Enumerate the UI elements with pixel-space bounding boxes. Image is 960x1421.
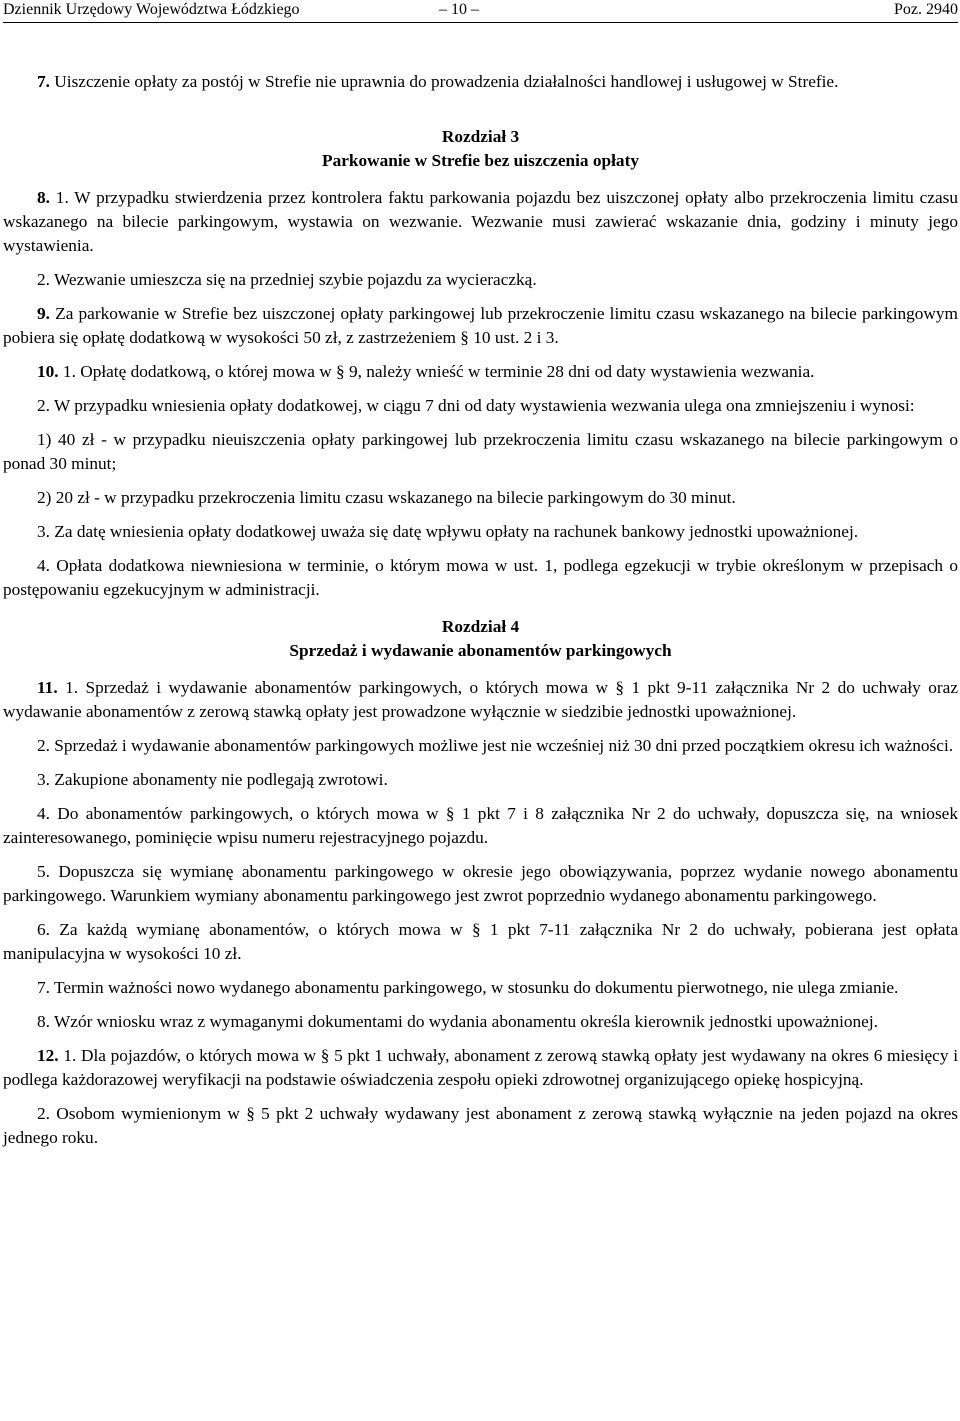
paragraph-10-2: 2. W przypadku wniesienia opłaty dodatkowej, w ciągu 7 dni od daty wystawienia wezwania ulega ona zmniejszeniu i wynosi: [37,396,915,415]
list-item-10-2-1: 1) 40 zł - w przypadku nieuiszczenia opłaty parkingowej lub przekroczenia limitu czasu wskazanego na bilecie parkingowym o ponad 30 minut; [3,430,958,473]
paragraph-9 [3,302,958,350]
paragraph-8-1 [3,186,958,258]
paragraph-text: 1. Sprzedaż i wydawanie abonamentów parkingowych, o których mowa w § 1 pkt 9-11 załącznika Nr 2 do uchwały oraz wydawanie abonamentów z zerową stawką opłaty jest prowadzone wyłącznie w siedzibie jednostki upoważnionej. [3,678,958,721]
paragraph-11-8: 8. Wzór wniosku wraz z wymaganymi dokumentami do wydania abonamentu określa kierownik jednostki upoważnionej. [37,1012,878,1031]
paragraph-text: Za parkowanie w Strefie bez uiszczonej opłaty parkingowej lub przekroczenie limitu czasu wskazanego na bilecie parkingowym pobiera się opłatę dodatkową w wysokości 50 zł, z zastrzeżeniem § 10 ust. 2 i 3. [3,304,958,347]
section-number: 9. [37,304,50,323]
paragraph-11-6: 6. Za każdą wymianę abonamentów, o których mowa w § 1 pkt 7-11 załącznika Nr 2 do uchwały, pobierana jest opłata manipulacyjna w wysokości 10 zł. [3,920,958,963]
chapter-4-subtitle: Sprzedaż i wydawanie abonamentów parkingowych [289,641,672,660]
paragraph-12-2: 2. Osobom wymienionym w § 5 pkt 2 uchwały wydawany jest abonament z zerową stawką wyłącznie na jeden pojazd na okres jednego roku. [3,1104,958,1147]
paragraph-11-3: 3. Zakupione abonamenty nie podlegają zwrotowi. [37,770,388,789]
paragraph-text: 1. W przypadku stwierdzenia przez kontrolera faktu parkowania pojazdu bez uiszczonej opłaty albo przekroczenia limitu czasu wskazanego na bilecie parkingowym, wystawia on wezwanie. Wezwanie musi zawierać wskazanie dnia, godziny i minuty jego wystawienia. [3,188,958,255]
chapter-4-title: Rozdział 4 [441,617,520,636]
paragraph-8-2: 2. Wezwanie umieszcza się na przedniej szybie pojazdu za wycieraczką. [37,270,537,289]
page-number: – 10 – [439,1,479,18]
chapter-3-title: Rozdział 3 [441,127,520,146]
paragraph-11-4: 4. Do abonamentów parkingowych, o których mowa w § 1 pkt 7 i 8 załącznika Nr 2 do uchwały, dopuszcza się, na wniosek zainteresowanego, pominięcie wpisu numeru rejestracyjnego pojazdu. [3,804,958,847]
paragraph-11-5: 5. Dopuszcza się wymianę abonamentu parkingowego w okresie jego obowiązywania, poprzez wydanie nowego abonamentu parkingowego. Warunkiem wymiany abonamentu parkingowego jest zwrot poprzednio wydanego abonamentu parkingowego. [3,862,958,905]
paragraph-10-3: 3. Za datę wniesienia opłaty dodatkowej uważa się datę wpływu opłaty na rachunek bankowy jednostki upoważnionej. [37,522,859,541]
section-number: 10. [37,362,59,381]
section-number: 12. [37,1046,59,1065]
position-number: Poz. 2940 [894,1,958,18]
paragraph-11-2: 2. Sprzedaż i wydawanie abonamentów parkingowych możliwe jest nie wcześniej niż 30 dni przed początkiem okresu ich ważności. [37,736,954,755]
paragraph-10-4: 4. Opłata dodatkowa niewniesiona w terminie, o którym mowa w ust. 1, podlega egzekucji w trybie określonym w przepisach o postępowaniu egzekucyjnym w administracji. [3,556,958,599]
paragraph-text: 1. Opłatę dodatkową, o której mowa w § 9, należy wnieść w terminie 28 dni od daty wystawienia wezwania. [58,362,815,381]
chapter-3-subtitle: Parkowanie w Strefie bez uiszczenia opłaty [322,151,639,170]
page-header [3,0,958,23]
section-number: 11. [37,678,58,697]
paragraph-10-1 [3,360,958,384]
paragraph-11-7: 7. Termin ważności nowo wydanego abonamentu parkingowego, w stosunku do dokumentu pierwotnego, nie ulega zmianie. [37,978,899,997]
paragraph-7 [3,70,958,94]
journal-title: Dziennik Urzędowy Województwa Łódzkiego [3,1,300,18]
list-item-10-2-2: 2) 20 zł - w przypadku przekroczenia limitu czasu wskazanego na bilecie parkingowym do 30 minut. [37,488,736,507]
paragraph-text: Uiszczenie opłaty za postój w Strefie nie uprawnia do prowadzenia działalności handlowej i usługowej w Strefie. [49,72,839,91]
section-number: 7. [37,72,50,91]
paragraph-11-1 [3,676,958,724]
paragraph-12-1 [3,1044,958,1092]
paragraph-text: 1. Dla pojazdów, o których mowa w § 5 pkt 1 uchwały, abonament z zerową stawką opłaty jest wydawany na okres 6 miesięcy i podlega każdorazowej weryfikacji na podstawie oświadczenia zespołu opieki zdrowotnej organizującego opiekę hospicyjną. [3,1046,958,1089]
document-body [3,70,958,1150]
section-number: 8. [37,188,50,207]
